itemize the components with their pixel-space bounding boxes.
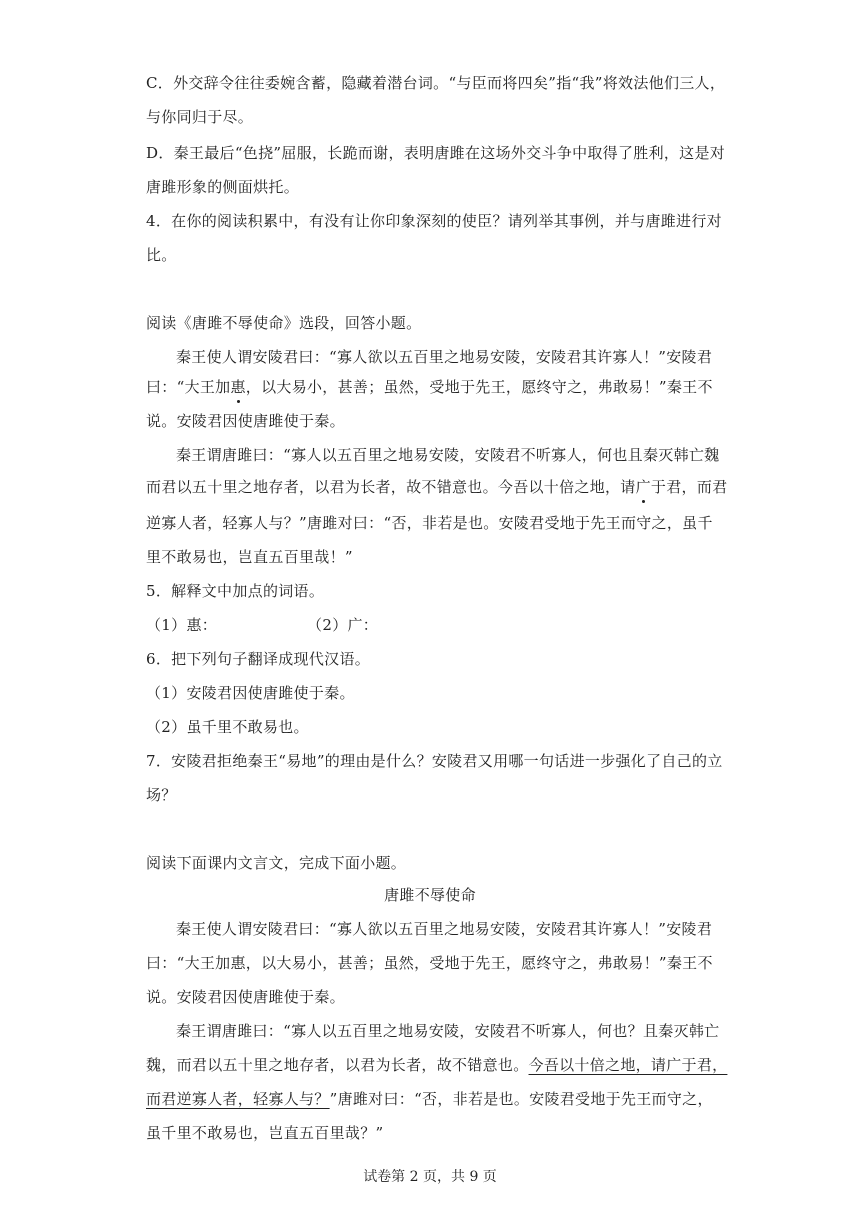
- text-segment: 魏，而君以五十里之地存者，以君为长者，故不错意也。: [146, 1056, 529, 1074]
- question-5: 5．解释文中加点的词语。: [146, 582, 325, 600]
- question-6-item-1: （1）安陵君因使唐雎使于秦。: [146, 684, 355, 702]
- question-6-item-2: （2）虽千里不敢易也。: [146, 718, 309, 736]
- text-segment: 而君以五十里之地存者，以君为长者，故不错意也。今吾以十倍之地，请: [146, 478, 636, 496]
- passage-2-p1-line-1: 秦王使人谓安陵君曰：“寡人欲以五百里之地易安陵，安陵君其许寡人！”安陵君: [176, 348, 713, 366]
- passage-3-p2-line-4: 虽千里不敢易也，岂直五百里哉？”: [146, 1124, 384, 1142]
- dotted-word-guang: 广: [635, 478, 651, 496]
- option-d-line-1: D．秦王最后“色挠”屈服，长跪而谢，表明唐雎在这场外交斗争中取得了胜利，这是对: [146, 144, 726, 162]
- passage-3-p1-line-1: 秦王使人谓安陵君曰：“寡人欲以五百里之地易安陵，安陵君其许寡人！”安陵君: [176, 920, 713, 938]
- passage-3-p2-line-2: [146, 1054, 727, 1075]
- question-5-item-2: （2）广：: [307, 616, 379, 634]
- passage-2-p2-line-3: 逆寡人者，轻寡人与？”唐雎对曰：“否，非若是也。安陵君受地于先王而守之，虽千: [146, 514, 713, 532]
- section-2-intro: 阅读《唐雎不辱使命》选段，回答小题。: [146, 314, 422, 332]
- option-d-line-2: 唐雎形象的侧面烘托。: [146, 178, 300, 196]
- section-3-intro: 阅读下面课内文言文，完成下面小题。: [146, 854, 407, 872]
- underlined-sentence: 今吾以十倍之地，请广于君，: [528, 1056, 728, 1074]
- passage-3-p1-line-3: 说。安陵君因使唐雎使于秦。: [146, 988, 345, 1006]
- question-7-line-2: 场？: [146, 786, 177, 804]
- option-c-line-1: C．外交辞令往往委婉含蓄，隐藏着潜台词。“与臣而将四矣”指“我”将效法他们三人，: [146, 74, 726, 92]
- passage-2-p2-line-2: [146, 476, 727, 497]
- option-c-line-2: 与你同归于尽。: [146, 108, 254, 126]
- question-5-items: [146, 614, 378, 635]
- text-segment: 于君，而君: [650, 478, 728, 496]
- page-footer: 试卷第 2 页，共 9 页: [363, 1169, 497, 1185]
- passage-3-p2-line-1: 秦王谓唐雎曰：“寡人以五百里之地易安陵，安陵君不听寡人，何也？且秦灭韩亡: [176, 1022, 720, 1040]
- passage-2-p2-line-4: 里不敢易也，岂直五百里哉！”: [146, 548, 353, 566]
- question-5-item-1: （1）惠：: [146, 616, 218, 634]
- passage-2-p2-line-1: 秦王谓唐雎曰：“寡人以五百里之地易安陵，安陵君不听寡人，何也且秦灭韩亡魏: [176, 446, 720, 464]
- passage-3-p2-line-3: [146, 1088, 713, 1109]
- text-segment: ”唐雎对曰：“否，非若是也。安陵君受地于先王而守之，: [329, 1090, 713, 1108]
- question-4-line-1: 4．在你的阅读积累中，有没有让你印象深刻的使臣？请列举其事例，并与唐雎进行对: [146, 212, 722, 230]
- question-6: 6．把下列句子翻译成现代汉语。: [146, 650, 371, 668]
- question-4-line-2: 比。: [146, 246, 177, 264]
- underlined-sentence: 而君逆寡人者，轻寡人与？: [146, 1090, 330, 1108]
- text-segment: ，以大易小，甚善；虽然，受地于先王，愿终守之，弗敢易！”秦王不: [245, 378, 713, 396]
- passage-title: 唐雎不辱使命: [384, 886, 476, 904]
- text-segment: 曰：“大王加: [146, 378, 231, 396]
- dotted-word-hui: 惠: [230, 378, 246, 396]
- passage-2-p1-line-3: 说。安陵君因使唐雎使于秦。: [146, 412, 345, 430]
- passage-2-p1-line-2: [146, 376, 713, 397]
- passage-3-p1-line-2: 曰：“大王加惠，以大易小，甚善；虽然，受地于先王，愿终守之，弗敢易！”秦王不: [146, 954, 713, 972]
- question-7-line-1: 7．安陵君拒绝秦王“易地”的理由是什么？安陵君又用哪一句话进一步强化了自己的立: [146, 752, 723, 770]
